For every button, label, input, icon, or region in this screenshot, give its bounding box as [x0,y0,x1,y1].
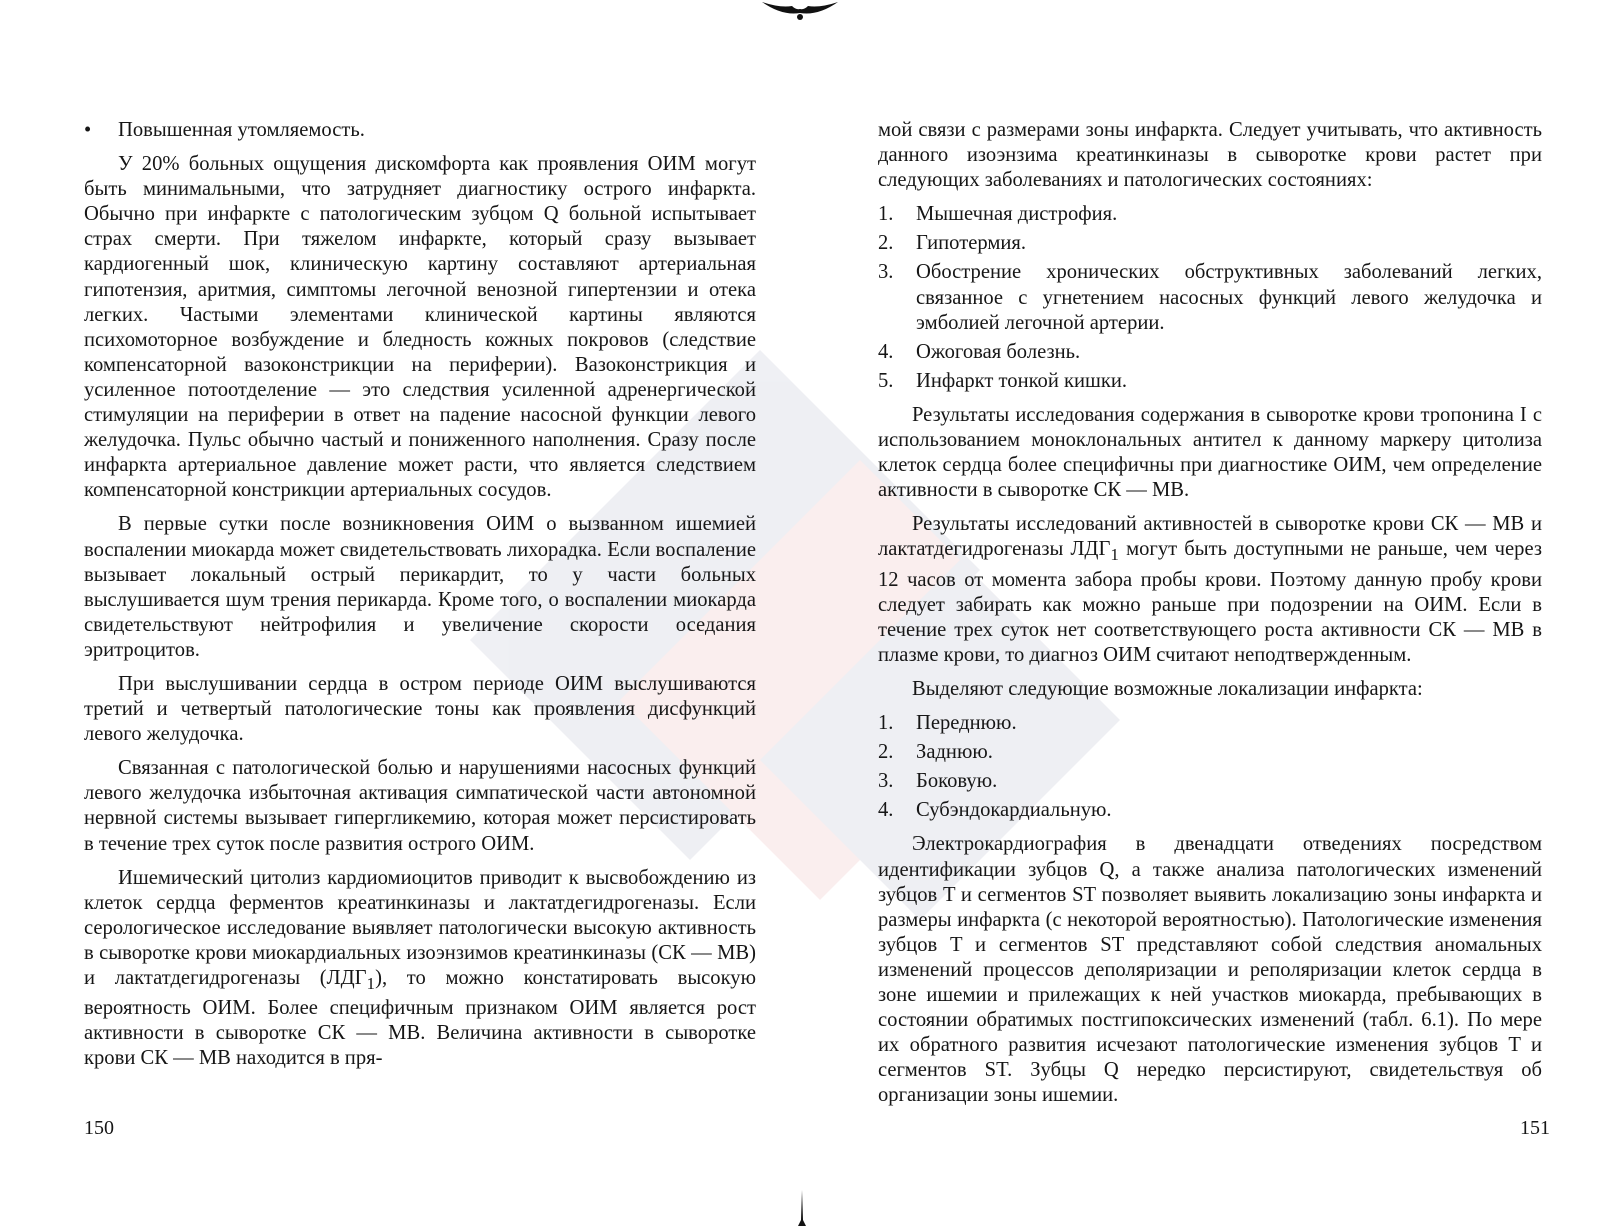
list-text: Субэндокардиальную. [916,799,1112,822]
paragraph-ecg: Электрокардиография в двенадцати отведениях посредством идентификации зубцов Q, а также анализа патологических изменений зубцов T и сегментов ST позволяет выявить локализацию зоны инфаркта и размеры инфаркта (с некоторой вероятностью). Патологические изменения зубцов T и сегментов ST представляют собой следствия аномальных изменений процессов деполяризации и реполяризации клеток сердца в зоне ишемии и прилежащих к ней участков миокарда, пребывающих в состоянии обратимых постгипоксических изменений (табл. 6.1). По мере их обратного развития исчезают патологические изменения зубцов T и сегментов ST. Зубцы Q нередко персистируют, свидетельствуя об организации зоны ишемии. [878,833,1542,1107]
list-text: Переднюю. [916,712,1017,735]
paragraph-continuation: мой связи с размерами зоны инфаркта. Следует учитывать, что активность данного изоэнзима креатинкиназы в сыворотке крови растет при следующих заболеваниях и патологических состояниях: [878,119,1542,192]
paragraph-cytolysis [84,866,756,1072]
list-text: Боковую. [916,770,998,793]
list-item [878,369,1542,394]
subscript: 1 [1110,545,1119,565]
list-item [878,711,1542,736]
bullet-item [84,118,756,143]
list-item [878,260,1542,335]
list-text: Ожоговая болезнь. [916,340,1081,363]
left-page [84,118,756,1080]
list-text: Обострение хронических обструктивных заболеваний легких, связанное с угнетением насосных функций левого желудочка и эмболией легочной артерии. [916,261,1542,334]
list-text: Заднюю. [916,741,993,764]
list-number: 2. [878,232,894,255]
list-item [878,202,1542,227]
list-item [878,769,1542,794]
list-number: 5. [878,369,894,392]
conditions-list [878,202,1542,394]
list-number: 1. [878,712,894,735]
subscript: 1 [366,974,376,994]
paragraph-ldh-part1: Результаты исследований активностей в сыворотке крови СК — МВ и лактатдегидрогеназы ЛДГ [878,513,1542,561]
bullet-text: Повышенная утомляемость. [118,119,365,141]
bullet-mark: • [84,119,92,141]
list-item [878,798,1542,823]
list-text: Гипотермия. [916,232,1026,255]
list-item [878,231,1542,256]
right-page [878,118,1542,1117]
list-text: Мышечная дистрофия. [916,203,1118,226]
list-text: Инфаркт тонкой кишки. [916,369,1128,392]
top-ornament-icon [760,0,840,22]
paragraph-ldh [878,512,1542,668]
paragraph-inflammation: В первые сутки после возникновения ОИМ о вызванном ишемией воспалении миокарда может свидетельствовать лихорадка. Если воспаление вызывает локальный острый перикардит, то у части больных выслушивается шум трения перикарда. Кроме того, о воспалении миокарда свидетельствуют нейтрофилия и увеличение скорости оседания эритроцитов. [84,513,756,661]
paragraph-ldh-part2: могут быть доступными не раньше, чем через 12 часов от момента забора пробы крови. Поэтому данную пробу крови следует забирать как можно раньше при подозрении на ОИМ. Если в течение трех суток нет соответствующего роста активности СК — МВ в плазме крови, то диагноз ОИМ считают неподтвержденным. [878,538,1542,666]
list-item [878,340,1542,365]
paragraph-clinical-picture: У 20% больных ощущения дискомфорта как проявления ОИМ могут быть минимальными, что затрудняет диагностику острого инфаркта. Обычно при инфаркте с патологическим зубцом Q больной испытывает страх смерти. При тяжелом инфаркте, который сразу вызывает кардиогенный шок, клиническую картину составляют артериальная гипотензия, аритмия, симптомы легочной венозной гипертензии и отека легких. Частыми элементами клинической картины являются психомоторное возбуждение и бледность кожных покровов (следствие компенсаторной вазоконстрикции на периферии). Вазоконстрикция и усиленное потоотделение — это следствия усиленной адренергической стимуляции на периферии в ответ на падение насосной функции левого желудочка. Пульс обычно частый и пониженного наполнения. Сразу после инфаркта артериальное давление может расти, что является следствием компенсаторной констрикции артериальных сосудов. [84,153,756,502]
page-number-right: 151 [1520,1117,1550,1139]
paragraph-cytolysis-part2: ), то можно констатировать высокую вероятность ОИМ. Более специфичным признаком ОИМ является рост активности в сыворотке СК — МВ. Величина активности в сыворотке крови СК — МВ находится в пря- [84,967,756,1070]
page-number-left: 150 [84,1117,114,1139]
paragraph-cytolysis-part1: Ишемический цитолиз кардиомиоцитов приводит к высвобождению из клеток сердца ферментов креатинкиназы и лактатдегидрогеназы. Если серологическое исследование выявляет патологически высокую активность в сыворотке крови миокардиальных изоэнзимов креатинкиназы (СК — МВ) и лактатдегидрогеназы (ЛДГ [84,866,756,989]
list-number: 3. [878,261,894,284]
list-number: 2. [878,741,894,764]
paragraph-heart-sounds: При выслушивании сердца в остром периоде ОИМ выслушиваются третий и четвертый патологические тоны как проявления дисфункций левого желудочка. [84,672,756,746]
list-number: 4. [878,799,894,822]
list-number: 3. [878,770,894,793]
paragraph-hyperglycemia: Связанная с патологической болью и нарушениями насосных функций левого желудочка избыточная активация симпатической части автономной нервной системы вызывает гипергликемию, которая может персистировать в течение трех суток после развития острого ОИМ. [84,757,756,855]
paragraph-localizations: Выделяют следующие возможные локализации инфаркта: [912,677,1423,700]
paragraph-troponin: Результаты исследования содержания в сыворотке крови тропонина I с использованием моноклональных антител к данному маркеру цитолиза клеток сердца более специфичны при диагностике ОИМ, чем определение активности в сыворотке СК — МВ. [878,403,1542,502]
list-number: 4. [878,340,894,363]
localizations-list [878,711,1542,823]
bottom-ornament-icon [797,1188,807,1228]
list-item [878,740,1542,765]
list-number: 1. [878,203,894,226]
